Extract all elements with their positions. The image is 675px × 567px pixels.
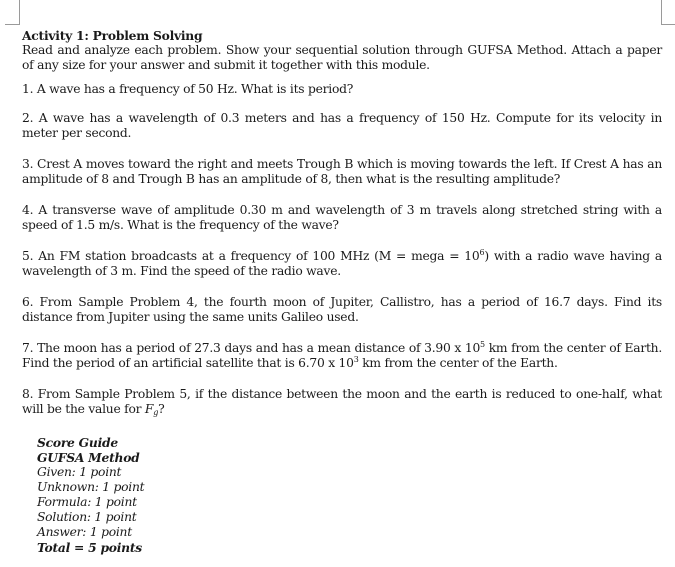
problem-7-text-before: 7. The moon has a period of 27.3 days and has a mean distance of 3.90 x 10 bbox=[22, 341, 481, 355]
activity-instructions: Read and analyze each problem. Show your sequential solution through GUFSA Method. Attach a paper of any size for your answer and submit it together with this module. bbox=[22, 43, 662, 72]
score-guide bbox=[37, 435, 144, 555]
score-item-solution: Solution: 1 point bbox=[37, 510, 137, 524]
problem-2: 2. A wave has a wavelength of 0.3 meters and has a frequency of 150 Hz. Compute for its velocity in meter per second. bbox=[22, 111, 662, 140]
problem-7-exponent-2: 3 bbox=[353, 355, 359, 364]
score-total: Total = 5 points bbox=[37, 540, 142, 555]
problem-8-text-before: 8. From Sample Problem 5, if the distance between the moon and the earth is reduced to one-half, what will be the value for bbox=[22, 387, 662, 416]
score-item-answer: Answer: 1 point bbox=[37, 525, 132, 539]
problem-7-text-after: km from the center of the Earth. bbox=[358, 356, 558, 370]
score-guide-method: GUFSA Method bbox=[37, 450, 140, 465]
force-symbol: F bbox=[144, 402, 154, 416]
page-corner-mark-left bbox=[5, 0, 20, 25]
problem-4: 4. A transverse wave of amplitude 0.30 m and wavelength of 3 m travels along stretched string with a speed of 1.5 m/s. What is the frequency of the wave? bbox=[22, 203, 662, 232]
document-page bbox=[22, 28, 662, 417]
problem-5-text-before: 5. An FM station broadcasts at a frequency of 100 MHz (M = mega = 10 bbox=[22, 249, 480, 263]
problem-8 bbox=[22, 387, 662, 417]
score-item-unknown: Unknown: 1 point bbox=[37, 480, 145, 494]
problem-7-exponent-1: 5 bbox=[480, 340, 485, 349]
score-item-formula: Formula: 1 point bbox=[37, 495, 137, 509]
problem-5 bbox=[22, 249, 662, 279]
problem-7-text-middle: km from the center of Earth. Find the period of an artificial satellite that is 6.70 x 10 bbox=[22, 341, 663, 370]
problem-7 bbox=[22, 341, 662, 371]
problem-5-exponent: 6 bbox=[479, 248, 485, 257]
problem-5-text-after: ) with a radio wave having a wavelength of 3 m. Find the speed of the radio wave. bbox=[22, 249, 663, 278]
problem-1: 1. A wave has a frequency of 50 Hz. What is its period? bbox=[22, 82, 354, 96]
activity-title: Activity 1: Problem Solving bbox=[22, 28, 203, 43]
score-guide-title: Score Guide bbox=[37, 435, 118, 450]
problem-3: 3. Crest A moves toward the right and meets Trough B which is moving towards the left. If Crest A has an amplitude of 8 and Trough B has an amplitude of 8, then what is the resulting amplitude? bbox=[22, 157, 662, 186]
problem-list bbox=[22, 82, 662, 417]
problem-6: 6. From Sample Problem 4, the fourth moon of Jupiter, Callistro, has a period of 16.7 days. Find its distance from Jupiter using the same units Galileo used. bbox=[22, 295, 662, 324]
gravitational-force-symbol bbox=[145, 402, 158, 416]
problem-8-text-after: ? bbox=[158, 402, 165, 416]
force-subscript: g bbox=[153, 408, 159, 417]
page-corner-mark-right bbox=[661, 0, 675, 25]
score-item-given: Given: 1 point bbox=[37, 465, 122, 479]
